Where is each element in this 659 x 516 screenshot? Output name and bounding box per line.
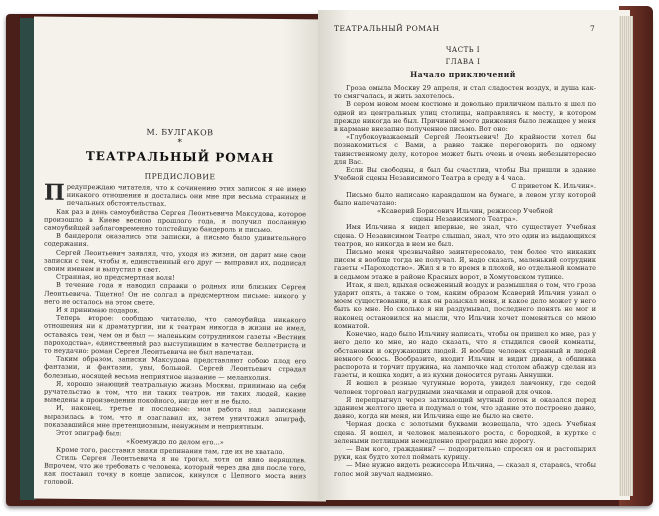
epigraph: «Коемуждо по делом его...» <box>126 437 224 447</box>
book-title: ТЕАТРАЛЬНЫЙ РОМАН <box>85 149 275 165</box>
left-page <box>34 16 326 501</box>
paragraph: Кроме того, расставил знаки препинания там, где их не хватало. <box>56 445 285 456</box>
paragraph: Сергей Леонтьевич заявлял, что, уходя из жизни, он дарит мне свои записки с тем, чтобы я, единственный его друг — выправил их, подписал своим именем и выпустил в свет. <box>44 248 306 274</box>
paragraph: Гроза омыла Москву 29 апреля, и стал сладостен воздух, и душа как-то смягчалась, и жить захотелось. <box>334 84 596 101</box>
paragraph: Конечно, надо было Ильчину написать, чтобы он пришел ко мне, раз у него дело ко мне, но надо сказать, что я стыдился своей комнаты, обстановки и окружающих людей. Я вообще человек странный и людей немного боюсь. Вообразите, входит Ильчин и видит диван, а обшивка распорота и торчит пружина, на лампочке над столом абажур сделан из газеты, и кошка ходит, а из кухни доносится ругань Аннушки. <box>334 330 596 380</box>
running-header: ТЕАТРАЛЬНЫЙ РОМАН <box>334 24 440 33</box>
chapter-heading: ГЛАВА I <box>445 58 481 66</box>
letterhead-quote: «Ксаверий Борисович Ильчин, режиссер Учебной сцены Независимого Театра». <box>377 207 553 224</box>
paragraph: Письмо меня чрезвычайно заинтересовало, тем более что никаких писем я вообще тогда не получал. Я, надо сказать, маленький сотрудник газеты «Пароходство». Жил я в то время в плохой, но отдельной комнате в седьмом этаже в районе Красных ворот, в Хомутовском тупике. <box>334 248 596 281</box>
part-heading: ЧАСТЬ I <box>446 46 480 54</box>
paragraph: Стиль Сергея Леонтьевича я не трогал, хотя он явно неряшлив. Впрочем, что же требовать с человека, который через два дня после того, как поставил точку в конце записок, кинулся с Цепного моста вниз головой. <box>44 453 306 487</box>
paragraph: В течение года я наводил справки о родных или близких Сергея Леонтьевича. Тщетно! Он не солгал в предсмертном письме: никого у него не осталось на этом свете. <box>44 281 306 307</box>
paragraph: — Вам кого, гражданин? — подозрительно спросил он и растопырил руки, как будто хотел поймать курицу. <box>334 444 596 462</box>
paragraph: Таким образом, записки Максудова представляют собою плод его фантазии, и фантазии, увы, больной. Сергей Леонтьевич страдал болезнью, носящей весьма неприятное название — меланхолия. <box>44 354 306 382</box>
paragraph: И я принимаю подарок. <box>56 305 140 315</box>
paragraph: Итак, я шел, вдыхая освеженный воздух и размышляя о том, что гроза ударит опять, а также о том, каким образом Ксаверий Ильчин узнал о моем существовании, и как он разыскал меня, и какое дело может у него быть ко мне. Но сколько я ни раздумывал, последнего понять не мог и наконец остановился на мысли, что Ильчин хочет поменяться со мною комнатой. <box>334 280 596 330</box>
paragraph: Имя Ильчина я видел впервые, не знал, что существует Учебная сцена. О Независимом Театре слышал, знал, что это один из выдающихся театров, но никогда в нем не был. <box>334 223 596 248</box>
chapter-title: Начало приключений <box>410 70 516 79</box>
star-ornament: * <box>177 137 183 149</box>
paragraph: Черная доска с золотыми буквами возвещала, что здесь Учебная сцена. Я вошел, и человек маленького роста, с бородкой, в куртке с зелеными петлицами немедленно преградил мне дорогу. <box>334 420 596 445</box>
page-number: 7 <box>590 24 596 33</box>
letter-paragraph: Если Вы свободны, я был бы счастлив, чтобы Вы пришли в здание Учебной сцены Независимого Театра в среду в 4 часа. <box>334 166 596 183</box>
drop-cap: П <box>44 179 65 206</box>
page-edges <box>619 16 633 496</box>
paragraph: Я, хорошо знающий театральную жизнь Москвы, принимаю на себя ручательство в том, что ни таких театров, ни таких людей, какие выведены в произведении покойного, нигде нет и не было. <box>44 379 306 407</box>
paragraph: — Мне нужно видеть режиссера Ильчина, — сказал я, стараясь, чтобы голос мой звучал надменно. <box>334 461 596 478</box>
paragraph: В бандероли оказались эти записки, а письмо было удивительного содержания. <box>44 231 306 249</box>
paragraph: Странная, но предсмертная воля! <box>56 272 175 283</box>
paragraph: Письмо было написано карандашом на бумаге, в левом углу которой было напечатано: <box>334 190 596 207</box>
right-page <box>318 10 630 500</box>
paragraph: Теперь второе: сообщаю читателю, что самоубийца никакого отношения ни к драматургии, ни к театрам никогда в жизни не имел, оставаясь тем, чем он и был — маленьким сотрудником газеты «Вестник пароходства», единственный раз выступившим в качестве беллетриста и то неудачно: роман Сергея Леонтьевича не был напечатан. <box>44 313 306 357</box>
left-body-text <box>44 179 306 489</box>
paragraph: Как раз в день самоубийства Сергея Леонтьевича Максудова, которое произошло в Киеве весною прошлого года, я получил посланную самоубийцей заблаговременно толстейшую бандероль и письмо. <box>44 207 306 234</box>
right-body-text <box>334 84 596 478</box>
letter-paragraph: «Глубокоуважаемый Сергей Леонтьевич! До крайности хотел бы познакомиться с Вами, а равно также переговорить по одному таинственному делу, которое может быть очень и очень небезынтересно для Вас. <box>334 133 596 166</box>
section-heading: ПРЕДИСЛОВИЕ <box>144 171 216 182</box>
paragraph: Предупреждаю читателя, что к сочинению этих записок я не имею никакого отношения и достались они мне при весьма странных и печальных обстоятельствах. <box>44 179 306 209</box>
paragraph: Этот эпиграф был: <box>56 428 122 438</box>
paragraph: Я вошел в резные чугунные ворота, увидел лавчонку, где седой человек торговал нагрудными значками и оправой для очков. <box>334 379 596 396</box>
letter-signature: С приветом К. Ильчин». <box>511 182 596 191</box>
paragraph: Я перепрыгнул через затихающий мутный поток и оказался перед зданием желтого цвета и подумал о том, что здание это построено давно, давно, когда ни меня, ни Ильчина еще не было на свете. <box>334 395 596 421</box>
author-name: М. БУЛГАКОВ <box>146 127 214 138</box>
paragraph: В сером новом моем костюме и довольно приличном пальто я шел по одной из центральных улиц столицы, направляясь к месту, в котором прежде никогда не был. Причиной моего движения было лежащее у меня в кармане внезапно полученное письмо. Вот оно: <box>334 100 596 134</box>
paragraph: И, наконец, третье и последнее: моя работа над записками выразилась в том, что я озаглавил их, затем уничтожил эпиграф, показавшийся мне претенциозным, ненужным и неприятным. <box>44 404 306 431</box>
